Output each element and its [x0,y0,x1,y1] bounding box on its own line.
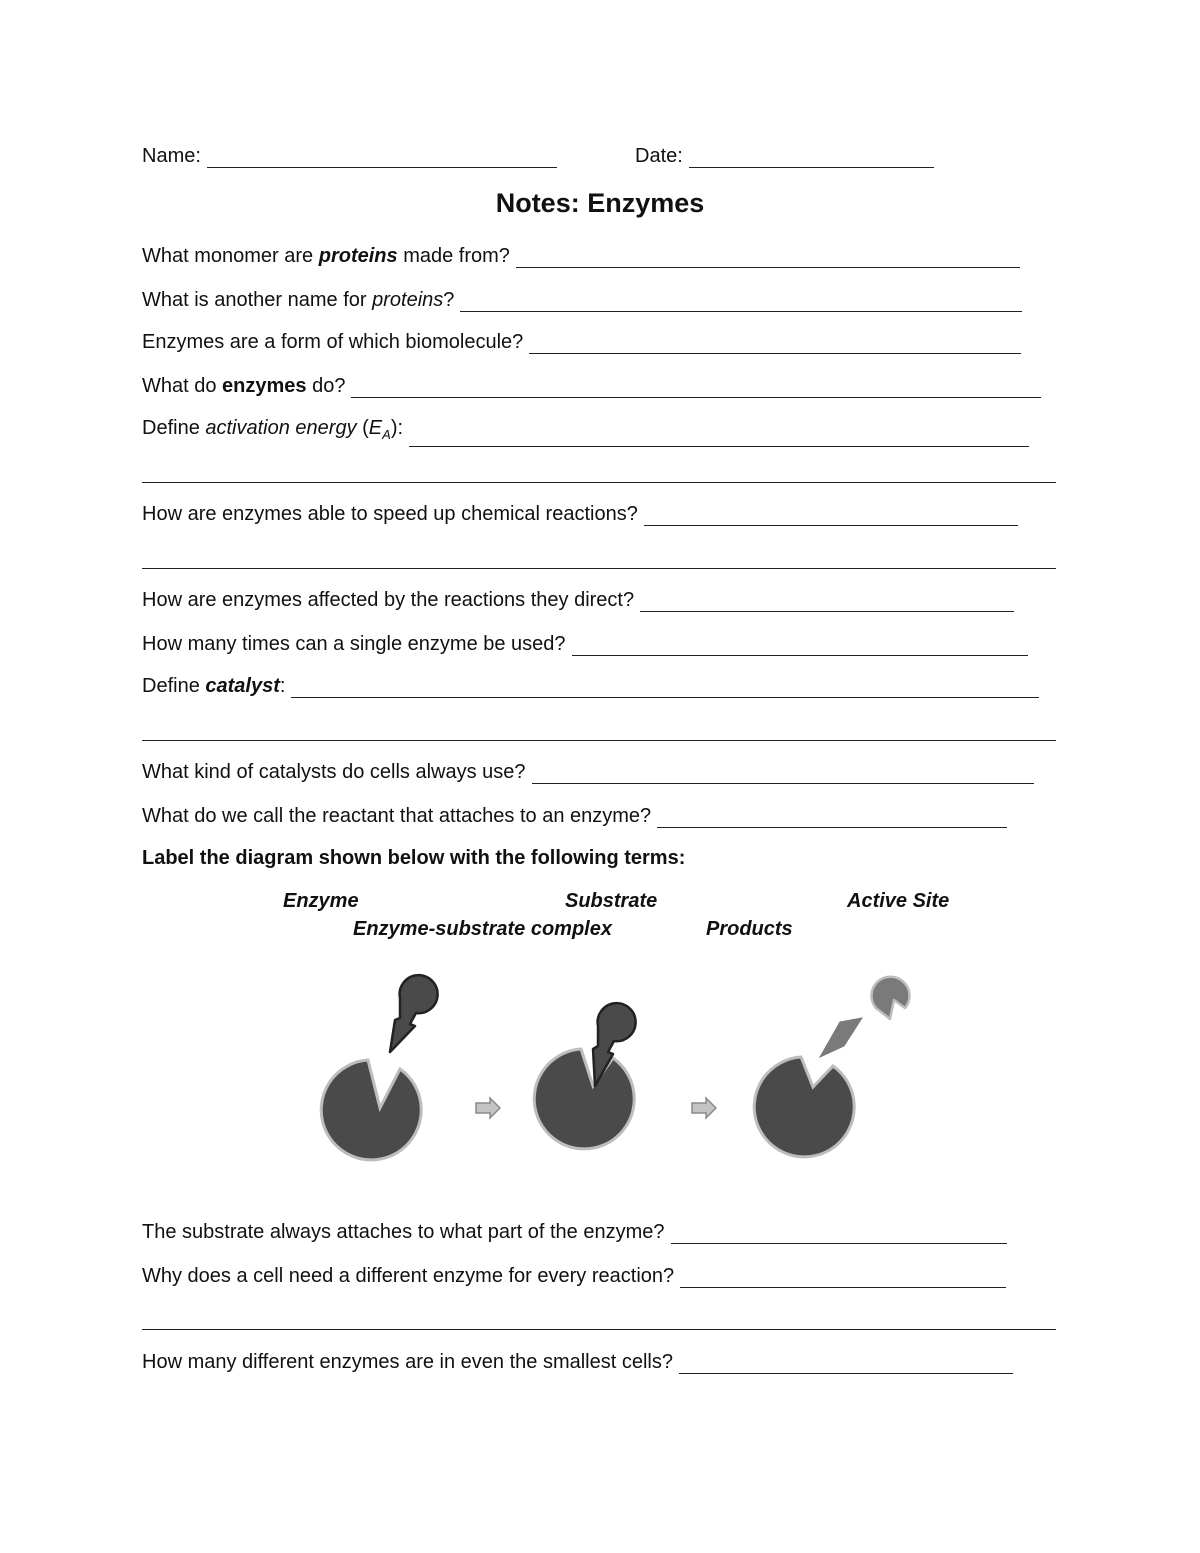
answer-blank[interactable] [640,591,1014,612]
question-catalyst-kind [142,760,1034,784]
date-row [635,144,934,168]
name-label: Name: [142,145,201,167]
enzyme-shape [754,1057,854,1157]
stage-enzyme-substrate-complex [534,1003,635,1149]
arrow-icon [476,1098,500,1118]
product-diamond-shape [820,1018,862,1057]
answer-blank[interactable] [291,677,1039,698]
question-protein-name [142,288,1022,312]
answer-blank[interactable] [679,1353,1013,1374]
question-biomolecule [142,330,1021,354]
question-different-enzyme [142,1264,1006,1288]
term-complex: Enzyme-substrate complex [353,918,612,940]
question-affected [142,588,1014,612]
question-how-many-enzymes [142,1350,1013,1374]
answer-line-extra[interactable] [142,568,1056,569]
question-monomer [142,244,1020,268]
term-active-site: Active Site [847,890,950,912]
answer-blank[interactable] [644,505,1018,526]
answer-blank[interactable] [409,426,1029,447]
question-text: Enzymes are a form of which biomolecule? [142,331,524,353]
term-enzyme: Enzyme [283,890,359,912]
product-pacman-shape [872,977,910,1019]
question-text: What monomer are proteins made from? [142,245,510,267]
page-title: Notes: Enzymes [495,188,705,218]
arrow-icon [692,1098,716,1118]
date-blank[interactable] [689,147,934,168]
question-text: How are enzymes affected by the reactions they direct? [142,589,635,611]
answer-blank[interactable] [351,377,1041,398]
answer-line-extra[interactable] [142,1329,1056,1330]
name-blank[interactable] [207,147,557,168]
question-text: How many different enzymes are in even the smallest cells? [142,1351,673,1373]
question-reactant [142,804,1007,828]
answer-line-extra[interactable] [142,482,1056,483]
question-text: Why does a cell need a different enzyme for every reaction? [142,1265,675,1287]
question-text: How many times can a single enzyme be used? [142,633,566,655]
stage-enzyme-and-substrate [321,975,437,1160]
answer-blank[interactable] [671,1223,1007,1244]
stage-enzyme-and-products [754,977,909,1157]
question-text: The substrate always attaches to what part of the enzyme? [142,1221,665,1243]
answer-blank[interactable] [532,763,1034,784]
question-text: What kind of catalysts do cells always use? [142,761,526,783]
term-substrate: Substrate [565,890,658,912]
term-products: Products [706,918,793,940]
question-times-used [142,632,1028,656]
answer-blank[interactable] [516,247,1020,268]
question-text: What is another name for proteins? [142,289,455,311]
substrate-shape [390,975,438,1052]
question-text: Define activation energy $(E_A)$: [142,417,404,442]
answer-blank[interactable] [572,635,1028,656]
answer-line-extra[interactable] [142,740,1056,741]
date-label: Date: [635,145,683,167]
question-text: How are enzymes able to speed up chemical reactions? [142,503,638,525]
question-catalyst [142,674,1039,698]
label-instruction: Label the diagram shown below with the following terms: [142,847,686,869]
enzyme-shape [321,1060,421,1160]
enzyme-diagram [300,960,920,1170]
answer-blank[interactable] [529,333,1021,354]
question-attach-part [142,1220,1007,1244]
answer-blank[interactable] [680,1267,1006,1288]
question-activation-energy [142,416,1029,447]
question-text: What do we call the reactant that attaches to an enzyme? [142,805,652,827]
question-speed-up [142,502,1018,526]
name-row [142,144,557,168]
answer-blank[interactable] [657,807,1007,828]
answer-blank[interactable] [460,291,1022,312]
question-text: What do enzymes do? [142,375,346,397]
question-text: Define catalyst: [142,675,286,697]
enzyme-shape [534,1049,634,1149]
question-enzymes-do [142,374,1041,398]
